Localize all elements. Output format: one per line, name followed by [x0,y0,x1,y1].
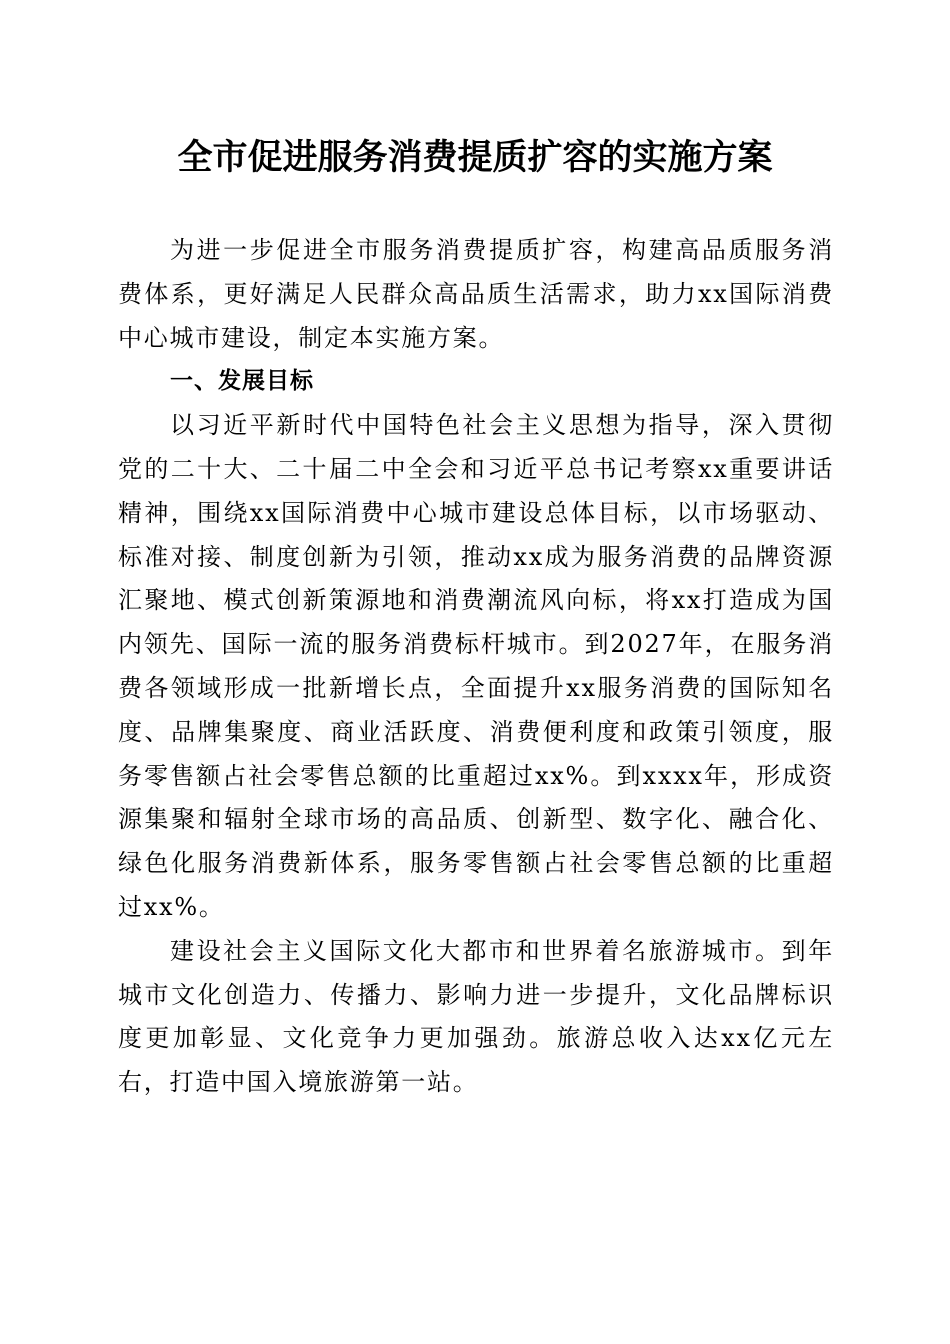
culture-tourism-paragraph: 建设社会主义国际文化大都市和世界着名旅游城市。到年城市文化创造力、传播力、影响力进一步提升，文化品牌标识度更加彰显、文化竞争力更加强劲。旅游总收入达xx亿元左右，打造中国入境旅游第一站。 [118,936,834,1097]
document-body [118,229,834,1105]
document-title: 全市促进服务消费提质扩容的实施方案 [177,137,773,178]
section-heading-development-goals: 一、发展目标 [170,368,314,395]
intro-paragraph: 为进一步促进全市服务消费提质扩容，构建高品质服务消费体系，更好满足人民群众高品质生活需求，助力xx国际消费中心城市建设，制定本实施方案。 [118,236,834,352]
goals-paragraph: 以习近平新时代中国特色社会主义思想为指导，深入贯彻党的二十大、二十届二中全会和习近平总书记考察xx重要讲话精神，围绕xx国际消费中心城市建设总体目标，以市场驱动、标准对接、制度创新为引领，推动xx成为服务消费的品牌资源汇聚地、模式创新策源地和消费潮流风向标，将xx打造成为国内领先、国际一流的服务消费标杆城市。到2027年，在服务消费各领域形成一批新增长点，全面提升xx服务消费的国际知名度、品牌集聚度、商业活跃度、消费便利度和政策引领度，服务零售额占社会零售总额的比重超过xx%。到xxxx年，形成资源集聚和辐射全球市场的高品质、创新型、数字化、融合化、绿色化服务消费新体系，服务零售额占社会零售总额的比重超过xx%。 [118,411,834,921]
